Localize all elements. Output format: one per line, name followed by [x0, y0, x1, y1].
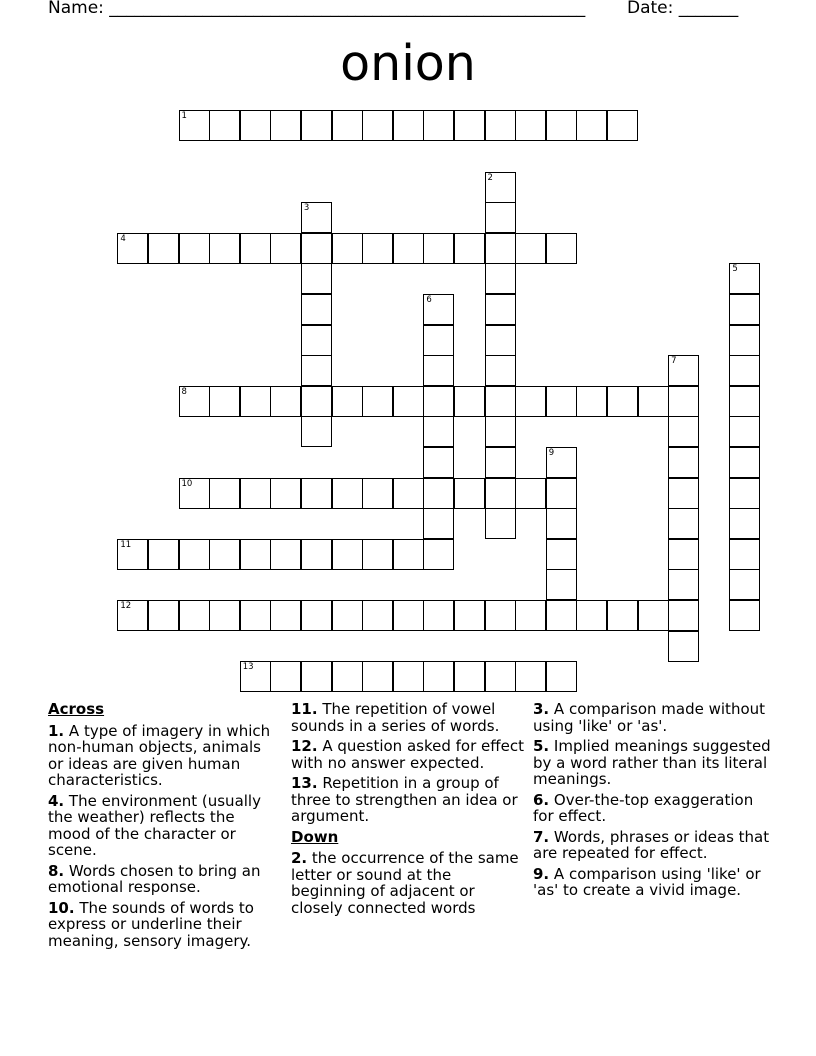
- grid-cell[interactable]: [362, 600, 393, 631]
- grid-cell[interactable]: [668, 539, 699, 570]
- grid-cell[interactable]: [423, 355, 454, 386]
- grid-cell[interactable]: [270, 478, 301, 509]
- grid-cell[interactable]: [423, 661, 454, 692]
- date-field-label: Date: _______: [627, 0, 739, 18]
- clue-text: the occurrence of the same letter or sound at the beginning of adjacent or closely connected words: [291, 849, 519, 917]
- grid-cell[interactable]: [515, 110, 546, 141]
- clue-number: 9.: [533, 864, 550, 883]
- grid-cell[interactable]: [454, 386, 485, 417]
- grid-cell[interactable]: [729, 386, 760, 417]
- down-clue-2: [291, 850, 526, 916]
- across-clue-10: [48, 900, 273, 950]
- grid-cell[interactable]: [515, 600, 546, 631]
- cell-number: 10: [181, 478, 193, 489]
- across-clue-8: [48, 863, 273, 896]
- grid-cell[interactable]: [729, 416, 760, 447]
- grid-cell[interactable]: [301, 661, 332, 692]
- grid-cell[interactable]: [485, 478, 516, 509]
- grid-cell[interactable]: [179, 600, 210, 631]
- grid-cell[interactable]: [240, 600, 271, 631]
- clue-column-1: [48, 701, 273, 953]
- grid-cell[interactable]: [546, 661, 577, 692]
- cell-number: 13: [242, 662, 254, 673]
- clue-number: 3.: [533, 700, 550, 718]
- grid-cell[interactable]: [423, 600, 454, 631]
- grid-cell[interactable]: [301, 416, 332, 447]
- clue-text: Implied meanings suggested by a word rather than its literal meanings.: [533, 737, 771, 788]
- grid-cell[interactable]: [423, 508, 454, 539]
- clue-number: 4.: [48, 791, 65, 810]
- grid-cell[interactable]: [393, 539, 424, 570]
- grid-cell[interactable]: [332, 600, 363, 631]
- grid-cell[interactable]: [607, 600, 638, 631]
- grid-cell[interactable]: [668, 600, 699, 631]
- grid-cell[interactable]: [485, 416, 516, 447]
- grid-cell[interactable]: [454, 478, 485, 509]
- grid-cell[interactable]: [270, 539, 301, 570]
- grid-cell-3[interactable]: [301, 202, 332, 233]
- cell-number: 1: [181, 111, 187, 122]
- grid-cell[interactable]: [546, 569, 577, 600]
- grid-cell[interactable]: [179, 539, 210, 570]
- grid-cell[interactable]: [393, 386, 424, 417]
- grid-cell-10[interactable]: [179, 478, 210, 509]
- cell-number: 3: [303, 203, 310, 214]
- grid-cell[interactable]: [423, 233, 454, 264]
- cell-number: 12: [120, 600, 132, 611]
- grid-cell[interactable]: [729, 478, 760, 509]
- grid-cell[interactable]: [668, 478, 699, 509]
- clue-number: 12.: [291, 737, 318, 755]
- down-heading: Down: [291, 827, 339, 846]
- across-heading: Across: [48, 700, 105, 718]
- grid-cell[interactable]: [485, 110, 516, 141]
- grid-cell[interactable]: [301, 325, 332, 356]
- grid-cell[interactable]: [423, 416, 454, 447]
- clue-text: A comparison using 'like' or 'as' to create a vivid image.: [533, 864, 761, 899]
- grid-cell[interactable]: [362, 386, 393, 417]
- grid-cell[interactable]: [576, 600, 607, 631]
- grid-cell[interactable]: [423, 325, 454, 356]
- grid-cell-12[interactable]: [117, 600, 148, 631]
- puzzle-title: onion: [340, 35, 476, 92]
- clue-text: Words, phrases or ideas that are repeated for effect.: [533, 827, 770, 862]
- grid-cell[interactable]: [546, 508, 577, 539]
- grid-cell[interactable]: [729, 569, 760, 600]
- down-clue-3: [533, 701, 773, 734]
- cell-number: 9: [548, 447, 555, 458]
- grid-cell[interactable]: [607, 386, 638, 417]
- clue-number: 10.: [48, 898, 75, 917]
- grid-cell[interactable]: [729, 539, 760, 570]
- grid-cell[interactable]: [668, 508, 699, 539]
- clue-number: 7.: [533, 827, 550, 846]
- grid-cell[interactable]: [638, 386, 669, 417]
- cell-number: 6: [426, 294, 432, 305]
- grid-cell[interactable]: [485, 233, 516, 264]
- grid-cell[interactable]: [148, 539, 179, 570]
- clue-text: The sounds of words to express or underline their meaning, sensory imagery.: [48, 898, 254, 950]
- grid-cell[interactable]: [362, 478, 393, 509]
- clue-number: 2.: [291, 849, 308, 867]
- grid-cell-13[interactable]: [240, 661, 271, 692]
- grid-cell[interactable]: [270, 233, 301, 264]
- grid-cell[interactable]: [393, 233, 424, 264]
- grid-cell[interactable]: [729, 600, 760, 631]
- grid-cell[interactable]: [546, 600, 577, 631]
- clue-text: The environment (usually the weather) reflects the mood of the character or scene.: [48, 791, 261, 859]
- grid-cell[interactable]: [423, 539, 454, 570]
- grid-cell-9[interactable]: [546, 447, 577, 478]
- grid-cell[interactable]: [301, 263, 332, 294]
- cell-number: 5: [732, 264, 738, 275]
- grid-cell[interactable]: [668, 631, 699, 662]
- grid-cell[interactable]: [301, 386, 332, 417]
- grid-cell[interactable]: [332, 386, 363, 417]
- grid-cell[interactable]: [301, 355, 332, 386]
- grid-cell[interactable]: [270, 600, 301, 631]
- clue-number: 8.: [48, 861, 65, 880]
- grid-cell[interactable]: [454, 110, 485, 141]
- grid-cell[interactable]: [454, 233, 485, 264]
- grid-cell[interactable]: [729, 294, 760, 325]
- clue-text: A question asked for effect with no answer expected.: [291, 737, 524, 772]
- cell-number: 8: [181, 386, 187, 397]
- grid-cell[interactable]: [485, 386, 516, 417]
- across-clue-13: [291, 775, 526, 825]
- grid-cell[interactable]: [270, 661, 301, 692]
- grid-cell[interactable]: [332, 539, 363, 570]
- grid-cell[interactable]: [485, 294, 516, 325]
- grid-cell[interactable]: [209, 478, 240, 509]
- grid-cell[interactable]: [729, 325, 760, 356]
- cell-number: 2: [487, 172, 493, 183]
- clue-number: 1.: [48, 721, 65, 740]
- across-clue-4: [48, 793, 273, 859]
- across-clue-12: [291, 738, 526, 771]
- grid-cell[interactable]: [332, 233, 363, 264]
- grid-cell-2[interactable]: [485, 172, 516, 203]
- clue-column-2: [291, 701, 526, 920]
- grid-cell[interactable]: [668, 416, 699, 447]
- grid-cell[interactable]: [393, 110, 424, 141]
- grid-cell[interactable]: [423, 386, 454, 417]
- grid-cell[interactable]: [485, 508, 516, 539]
- clue-number: 11.: [291, 700, 318, 718]
- grid-cell[interactable]: [362, 233, 393, 264]
- grid-cell-7[interactable]: [668, 355, 699, 386]
- grid-cell[interactable]: [729, 355, 760, 386]
- clue-number: 5.: [533, 737, 550, 755]
- clue-number: 6.: [533, 790, 550, 809]
- across-clue-11: [291, 701, 526, 734]
- grid-cell[interactable]: [301, 478, 332, 509]
- grid-cell[interactable]: [485, 325, 516, 356]
- grid-cell[interactable]: [485, 263, 516, 294]
- grid-cell[interactable]: [454, 600, 485, 631]
- grid-cell[interactable]: [270, 386, 301, 417]
- grid-cell[interactable]: [240, 539, 271, 570]
- grid-cell[interactable]: [209, 233, 240, 264]
- clue-text: The repetition of vowel sounds in a series of words.: [291, 700, 500, 735]
- grid-cell[interactable]: [454, 661, 485, 692]
- clue-number: 13.: [291, 774, 318, 792]
- grid-cell[interactable]: [362, 661, 393, 692]
- grid-cell[interactable]: [638, 600, 669, 631]
- grid-cell[interactable]: [393, 661, 424, 692]
- grid-cell[interactable]: [148, 600, 179, 631]
- grid-cell[interactable]: [332, 110, 363, 141]
- grid-cell[interactable]: [179, 233, 210, 264]
- grid-cell[interactable]: [301, 539, 332, 570]
- grid-cell[interactable]: [485, 202, 516, 233]
- grid-cell[interactable]: [301, 294, 332, 325]
- grid-cell[interactable]: [423, 478, 454, 509]
- grid-cell[interactable]: [668, 386, 699, 417]
- grid-cell[interactable]: [515, 233, 546, 264]
- grid-cell[interactable]: [301, 233, 332, 264]
- grid-cell[interactable]: [148, 233, 179, 264]
- grid-cell[interactable]: [423, 110, 454, 141]
- grid-cell[interactable]: [301, 110, 332, 141]
- grid-cell[interactable]: [668, 447, 699, 478]
- grid-cell[interactable]: [270, 110, 301, 141]
- grid-cell[interactable]: [546, 386, 577, 417]
- cell-number: 7: [671, 356, 677, 367]
- grid-cell[interactable]: [546, 478, 577, 509]
- grid-cell[interactable]: [485, 355, 516, 386]
- grid-cell[interactable]: [607, 110, 638, 141]
- grid-cell[interactable]: [240, 110, 271, 141]
- grid-cell-6[interactable]: [423, 294, 454, 325]
- clue-column-3: [533, 701, 773, 903]
- grid-cell[interactable]: [485, 661, 516, 692]
- grid-cell[interactable]: [240, 478, 271, 509]
- grid-cell[interactable]: [209, 110, 240, 141]
- grid-cell-5[interactable]: [729, 263, 760, 294]
- clue-text: Words chosen to bring an emotional response.: [48, 861, 261, 896]
- clue-text: Over-the-top exaggeration for effect.: [533, 790, 754, 825]
- grid-cell[interactable]: [546, 539, 577, 570]
- grid-cell[interactable]: [729, 447, 760, 478]
- grid-cell[interactable]: [362, 539, 393, 570]
- grid-cell[interactable]: [240, 386, 271, 417]
- grid-cell[interactable]: [485, 447, 516, 478]
- across-clue-1: [48, 723, 273, 789]
- grid-cell[interactable]: [362, 110, 393, 141]
- grid-cell[interactable]: [209, 600, 240, 631]
- name-field-label: Name: ________________________________________________________: [48, 0, 586, 18]
- grid-cell[interactable]: [393, 600, 424, 631]
- grid-cell[interactable]: [546, 233, 577, 264]
- grid-cell[interactable]: [209, 539, 240, 570]
- down-clue-9: [533, 866, 773, 899]
- grid-cell[interactable]: [576, 386, 607, 417]
- grid-cell-4[interactable]: [117, 233, 148, 264]
- down-clue-6: [533, 792, 773, 825]
- grid-cell[interactable]: [332, 478, 363, 509]
- clue-text: A comparison made without using 'like' or 'as'.: [533, 700, 766, 735]
- cell-number: 4: [120, 233, 126, 244]
- grid-cell[interactable]: [301, 600, 332, 631]
- grid-cell[interactable]: [423, 447, 454, 478]
- grid-cell-1[interactable]: [179, 110, 210, 141]
- grid-cell[interactable]: [332, 661, 363, 692]
- grid-cell[interactable]: [515, 478, 546, 509]
- grid-cell[interactable]: [668, 569, 699, 600]
- grid-cell[interactable]: [515, 386, 546, 417]
- grid-cell[interactable]: [729, 508, 760, 539]
- cell-number: 11: [120, 539, 132, 550]
- grid-cell[interactable]: [209, 386, 240, 417]
- grid-cell[interactable]: [576, 110, 607, 141]
- clue-text: Repetition in a group of three to strengthen an idea or argument.: [291, 774, 518, 825]
- grid-cell[interactable]: [240, 233, 271, 264]
- grid-cell[interactable]: [485, 600, 516, 631]
- clue-text: A type of imagery in which non-human objects, animals or ideas are given human characteristics.: [48, 721, 271, 789]
- grid-cell-8[interactable]: [179, 386, 210, 417]
- grid-cell[interactable]: [546, 110, 577, 141]
- grid-cell-11[interactable]: [117, 539, 148, 570]
- grid-cell[interactable]: [515, 661, 546, 692]
- down-clue-7: [533, 829, 773, 862]
- down-clue-5: [533, 738, 773, 788]
- grid-cell[interactable]: [393, 478, 424, 509]
